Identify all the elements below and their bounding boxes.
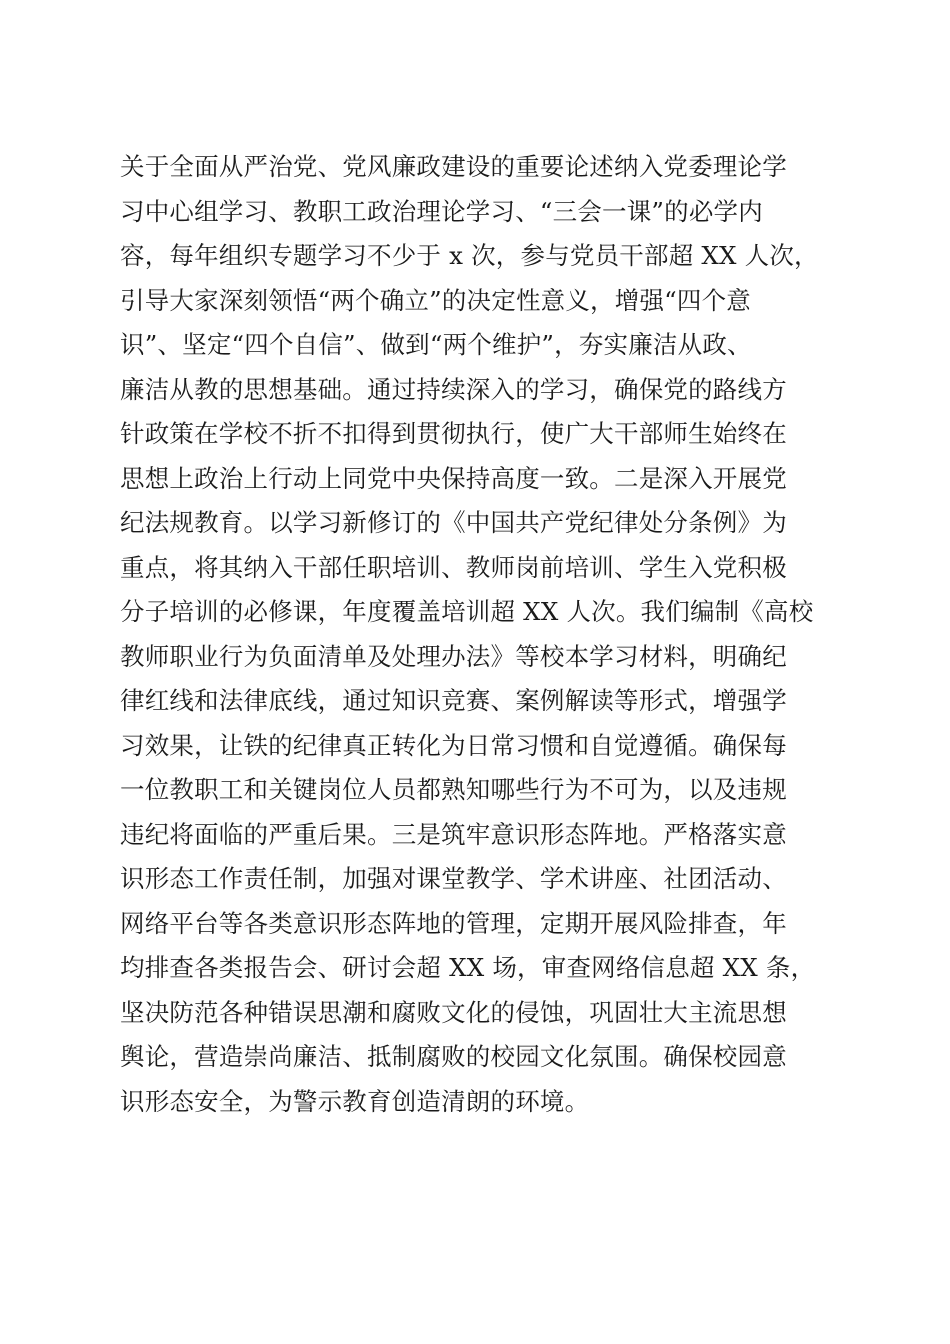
text-line: 容，每年组织专题学习不少于 x 次，参与党员干部超 XX 人次， [120,241,819,270]
text-line: 针政策在学校不折不扣得到贯彻执行，使广大干部师生始终在 [120,419,787,448]
text-line: 纪法规教育。以学习新修订的《中国共产党纪律处分条例》为 [120,508,787,537]
text-line: 识形态安全，为警示教育创造清朗的环境。 [120,1086,590,1116]
text-line: 识形态工作责任制，加强对课堂教学、学术讲座、社团活动、 [120,864,787,893]
text-line: 网络平台等各类意识形态阵地的管理，定期开展风险排查，年 [120,908,787,938]
text-line: 引导大家深刻领悟“两个确立”的决定性意义，增强“四个意 [120,285,751,315]
body-paragraph [120,145,850,1124]
text-line: 均排查各类报告会、研讨会超 XX 场，审查网络信息超 XX 条， [120,953,816,982]
text-line: 分子培训的必修课，年度覆盖培训超 XX 人次。我们编制《高校 [120,597,814,626]
text-line: 习效果，让铁的纪律真正转化为日常习惯和自觉遵循。确保每 [120,730,787,760]
text-line: 教师职业行为负面清单及处理办法》等校本学习材料，明确纪 [120,641,787,671]
text-line: 律红线和法律底线，通过知识竞赛、案例解读等形式，增强学 [120,686,787,715]
text-line: 关于全面从严治党、党风廉政建设的重要论述纳入党委理论学 [120,152,787,181]
text-line: 舆论，营造崇尚廉洁、抵制腐败的校园文化氛围。确保校园意 [120,1042,787,1071]
text-line: 一位教职工和关键岗位人员都熟知哪些行为不可为，以及违规 [120,775,787,804]
text-line: 习中心组学习、教职工政治理论学习、“三会一课”的必学内 [120,196,763,226]
text-line: 思想上政治上行动上同党中央保持高度一致。二是深入开展党 [120,463,787,493]
text-line: 违纪将面临的严重后果。三是筑牢意识形态阵地。严格落实意 [120,819,787,849]
text-line: 重点，将其纳入干部任职培训、教师岗前培训、学生入党积极 [120,552,787,582]
text-line: 识”、坚定“四个自信”、做到“两个维护”，夯实廉洁从政、 [120,330,752,359]
text-line: 坚决防范各种错误思潮和腐败文化的侵蚀，巩固壮大主流思想 [120,997,787,1027]
text-line: 廉洁从教的思想基础。通过持续深入的学习，确保党的路线方 [120,374,787,404]
